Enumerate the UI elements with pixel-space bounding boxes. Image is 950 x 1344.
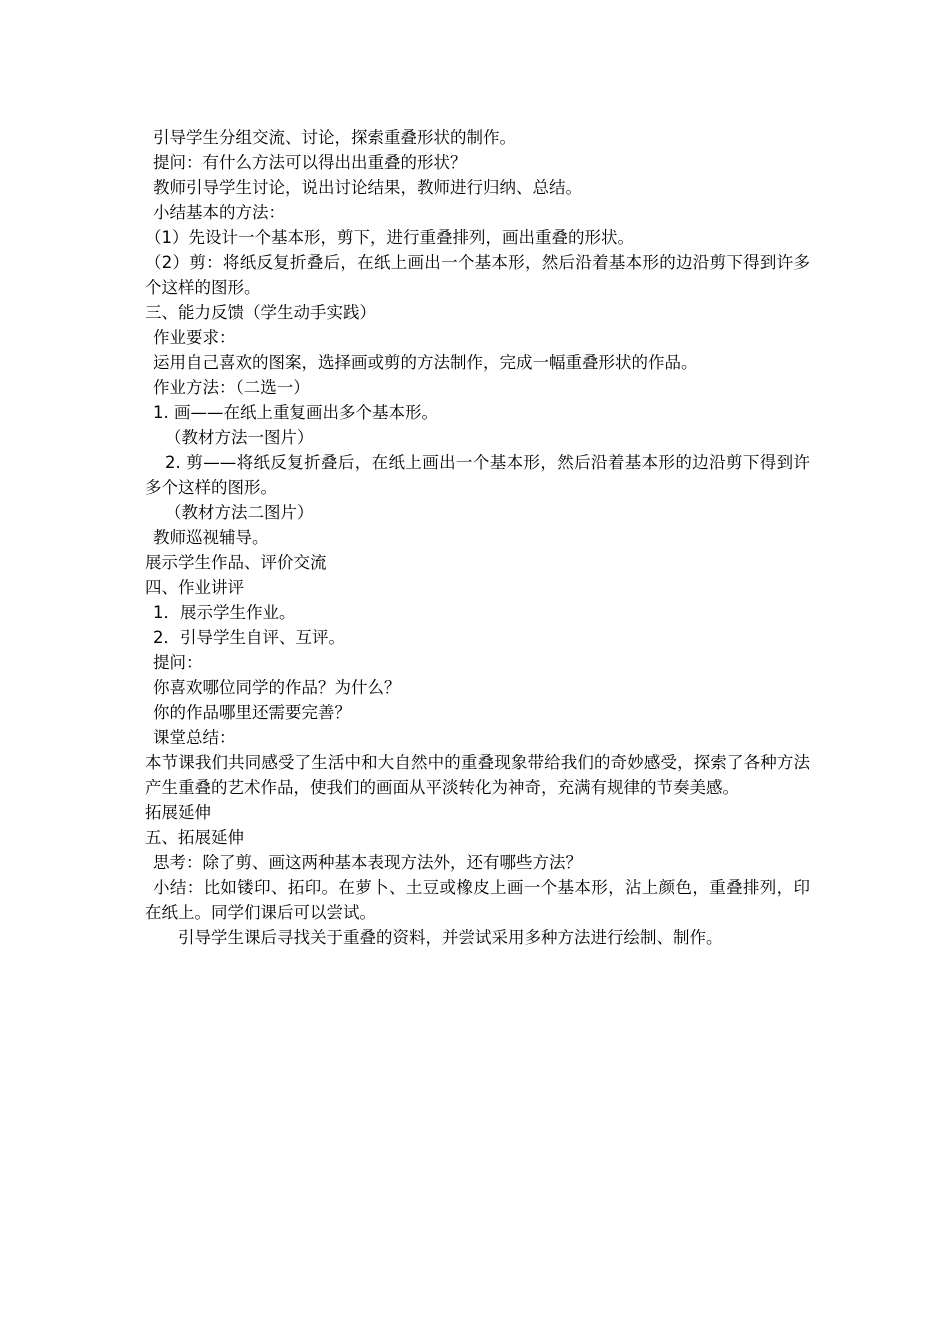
text-line: 引导学生分组交流、讨论，探索重叠形状的制作。 [153, 128, 516, 147]
text-line: 你的作品哪里还需要完善？ [153, 703, 351, 722]
text-line: 提问： [153, 653, 203, 672]
text-paragraph: 小结：比如镂印、拓印。在萝卜、土豆或橡皮上画一个基本形，沾上颜色，重叠排列，印在纸上。同学们课后可以尝试。 [145, 878, 810, 922]
section-heading: 四、作业讲评 [145, 578, 244, 597]
section-heading: 五、拓展延伸 [145, 828, 244, 847]
text-line: （教材方法一图片） [165, 428, 314, 447]
text-line: （1）先设计一个基本形，剪下，进行重叠排列，画出重叠的形状。 [145, 228, 634, 247]
section-heading: 三、能力反馈（学生动手实践） [145, 303, 376, 322]
text-line: 课堂总结： [153, 728, 236, 747]
text-line: 提问：有什么方法可以得出出重叠的形状？ [153, 153, 467, 172]
document-body [145, 125, 810, 950]
text-line: 拓展延伸 [145, 803, 211, 822]
text-line: 1. 画——在纸上重复画出多个基本形。 [153, 403, 438, 422]
text-paragraph: （2）剪：将纸反复折叠后，在纸上画出一个基本形，然后沿着基本形的边沿剪下得到许多个这样的图形。 [145, 253, 810, 297]
text-line: 教师巡视辅导。 [153, 528, 269, 547]
text-paragraph: 2. 剪——将纸反复折叠后，在纸上画出一个基本形，然后沿着基本形的边沿剪下得到许多个这样的图形。 [145, 453, 810, 497]
text-line: 作业要求： [153, 328, 236, 347]
text-line: 你喜欢哪位同学的作品？为什么？ [153, 678, 401, 697]
text-line: 2．引导学生自评、互评。 [153, 628, 345, 647]
text-line: 展示学生作品、评价交流 [145, 553, 327, 572]
text-line: 1．展示学生作业。 [153, 603, 296, 622]
text-line: 作业方法：（二选一） [153, 378, 310, 397]
text-line: 引导学生课后寻找关于重叠的资料，并尝试采用多种方法进行绘制、制作。 [178, 928, 723, 947]
text-line: （教材方法二图片） [165, 503, 314, 522]
text-line: 小结基本的方法： [153, 203, 285, 222]
text-line: 运用自己喜欢的图案，选择画或剪的方法制作，完成一幅重叠形状的作品。 [153, 353, 698, 372]
text-line: 教师引导学生讨论，说出讨论结果，教师进行归纳、总结。 [153, 178, 582, 197]
text-paragraph: 本节课我们共同感受了生活中和大自然中的重叠现象带给我们的奇妙感受，探索了各种方法产生重叠的艺术作品，使我们的画面从平淡转化为神奇，充满有规律的节奏美感。 [145, 753, 810, 797]
text-line: 思考：除了剪、画这两种基本表现方法外，还有哪些方法？ [153, 853, 582, 872]
